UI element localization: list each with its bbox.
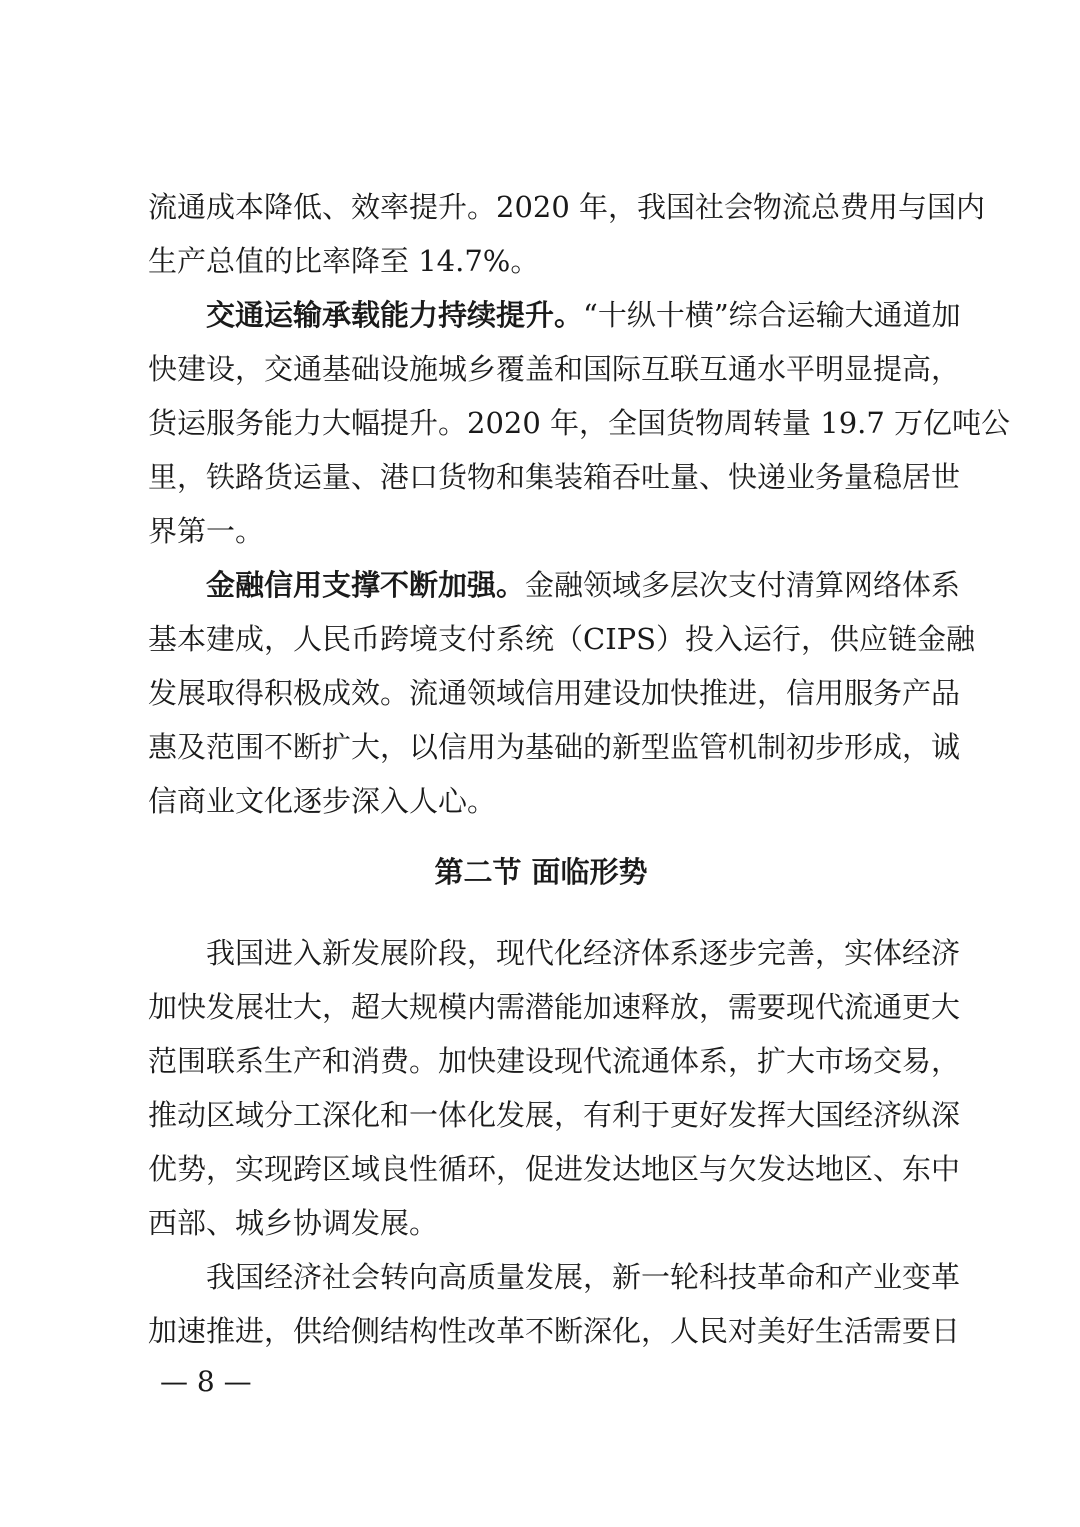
section-heading: 第二节 面临形势	[434, 855, 648, 889]
text-line: 生产总值的比率降至 14.7%。	[148, 244, 540, 278]
page-number: — 8 —	[160, 1365, 252, 1398]
paragraph-lead-bold: 金融信用支撑不断加强。	[206, 568, 526, 602]
text-line: 范围联系生产和消费。加快建设现代流通体系，扩大市场交易，	[148, 1044, 961, 1078]
paragraph-transport-first-line	[148, 288, 961, 342]
text-line: 货运服务能力大幅提升。2020 年，全国货物周转量 19.7 万亿吨公	[148, 406, 1011, 440]
document-body-bottom	[148, 926, 961, 1358]
text-span: 金融领域多层次支付清算网络体系	[525, 568, 961, 602]
document-body-top	[148, 180, 1011, 828]
text-line: 优势，实现跨区域良性循环，促进发达地区与欠发达地区、东中	[148, 1152, 961, 1186]
paragraph-finance-first-line	[148, 558, 961, 612]
text-line: 我国经济社会转向高质量发展，新一轮科技革命和产业变革	[206, 1260, 961, 1294]
text-line: 西部、城乡协调发展。	[148, 1206, 439, 1240]
text-line: 流通成本降低、效率提升。2020 年，我国社会物流总费用与国内	[148, 190, 986, 224]
text-line: 加快发展壮大，超大规模内需潜能加速释放，需要现代流通更大	[148, 990, 961, 1024]
text-line: 信商业文化逐步深入人心。	[148, 784, 497, 818]
text-line: 发展取得积极成效。流通领域信用建设加快推进，信用服务产品	[148, 676, 961, 710]
text-line: 加速推进，供给侧结构性改革不断深化，人民对美好生活需要日	[148, 1314, 961, 1348]
text-span: “十纵十横”综合运输大通道加	[583, 298, 961, 332]
text-line: 惠及范围不断扩大，以信用为基础的新型监管机制初步形成，诚	[148, 730, 961, 764]
text-line: 我国进入新发展阶段，现代化经济体系逐步完善，实体经济	[206, 936, 961, 970]
text-line: 里，铁路货运量、港口货物和集装箱吞吐量、快递业务量稳居世	[148, 460, 961, 494]
text-line: 快建设，交通基础设施城乡覆盖和国际互联互通水平明显提高，	[148, 352, 961, 386]
text-line: 推动区域分工深化和一体化发展，有利于更好发挥大国经济纵深	[148, 1098, 961, 1132]
text-line: 基本建成，人民币跨境支付系统（CIPS）投入运行，供应链金融	[148, 622, 976, 656]
text-line: 界第一。	[148, 514, 265, 548]
paragraph-lead-bold: 交通运输承载能力持续提升。	[206, 298, 584, 332]
